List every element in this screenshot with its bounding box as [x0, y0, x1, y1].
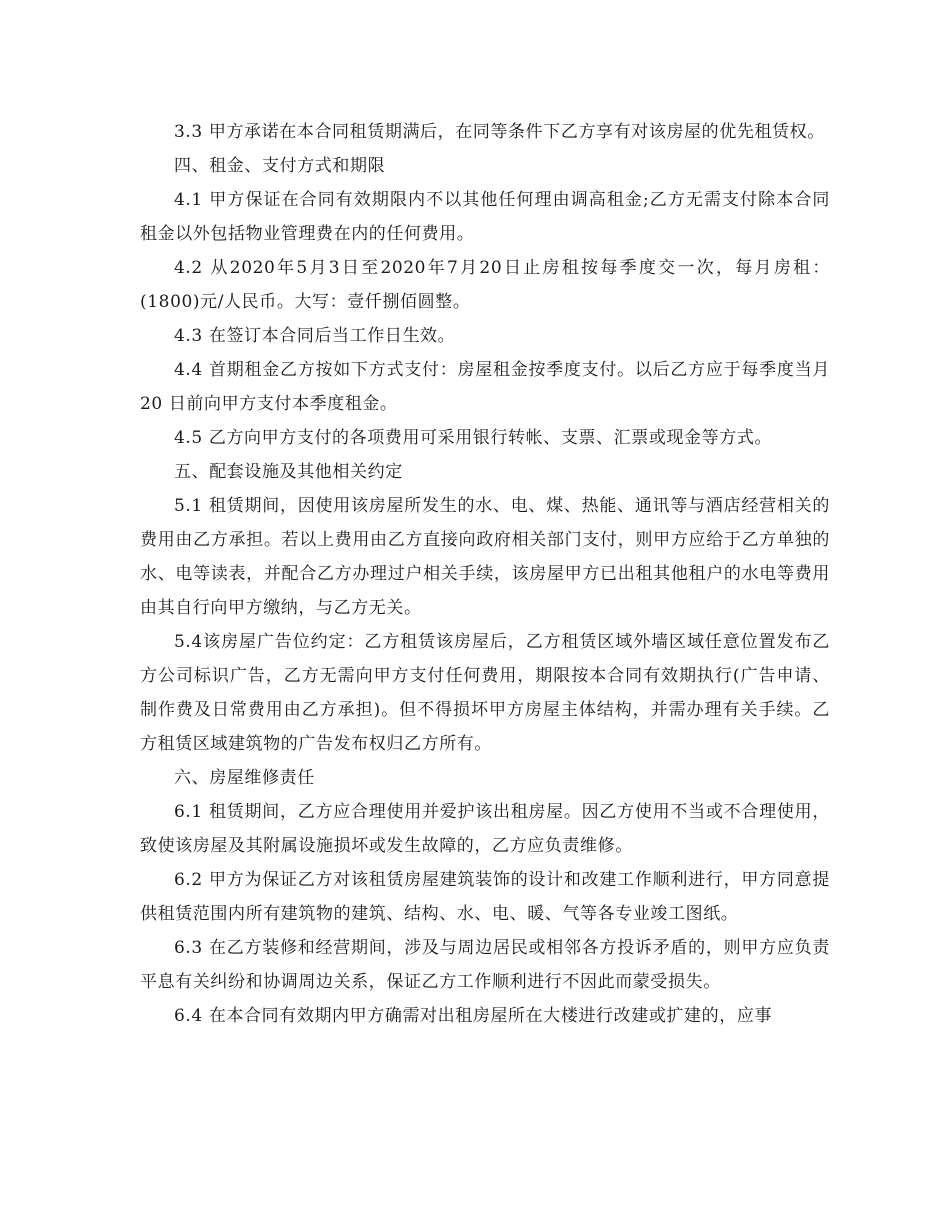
clause-4-4: 4.4 首期租金乙方按如下方式支付：房屋租金按季度支付。以后乙方应于每季度当月 20 日前向甲方支付本季度租金。 [140, 360, 830, 414]
clause-5-4: 5.4该房屋广告位约定：乙方租赁该房屋后，乙方租赁区域外墙区域任意位置发布乙方公司标识广告，乙方无需向甲方支付任何费用，期限按本合同有效期执行(广告申请、制作费及日常费用由乙方承担)。但不得损坏甲方房屋主体结构，并需办理有关手续。乙方租赁区域建筑物的广告发布权归乙方所有。 [140, 632, 830, 754]
clause-4-1: 4.1 甲方保证在合同有效期限内不以其他任何理由调高租金;乙方无需支付除本合同租金以外包括物业管理费在内的任何费用。 [140, 190, 830, 244]
clause-6-1: 6.1 租赁期间，乙方应合理使用并爱护该出租房屋。因乙方使用不当或不合理使用，致使该房屋及其附属设施损坏或发生故障的，乙方应负责维修。 [140, 802, 830, 856]
clause-6-4: 6.4 在本合同有效期内甲方确需对出租房屋所在大楼进行改建或扩建的，应事 [174, 1006, 773, 1026]
clause-4-2: 4.2 从2020年5月3日至2020年7月20日止房租按每季度交一次，每月房租：(1800)元/人民币。大写：壹仟捌佰圆整。 [140, 258, 830, 312]
clause-4-3: 4.3 在签订本合同后当工作日生效。 [174, 326, 456, 346]
section-heading-5: 五、配套设施及其他相关约定 [174, 462, 403, 482]
section-heading-4: 四、租金、支付方式和期限 [174, 156, 386, 176]
clause-5-1: 5.1 租赁期间，因使用该房屋所发生的水、电、煤、热能、通讯等与酒店经营相关的费用由乙方承担。若以上费用由乙方直接向政府相关部门支付，则甲方应给于乙方单独的水、电等读表，并配合乙方办理过户相关手续，该房屋甲方已出租其他租户的水电等费用由其自行向甲方缴纳，与乙方无关。 [140, 496, 830, 618]
clause-4-5: 4.5 乙方向甲方支付的各项费用可采用银行转帐、支票、汇票或现金等方式。 [174, 428, 773, 448]
clause-6-3: 6.3 在乙方装修和经营期间，涉及与周边居民或相邻各方投诉矛盾的，则甲方应负责平息有关纠纷和协调周边关系，保证乙方工作顺利进行不因此而蒙受损失。 [140, 938, 830, 992]
clause-6-2: 6.2 甲方为保证乙方对该租赁房屋建筑装饰的设计和改建工作顺利进行，甲方同意提供租赁范围内所有建筑物的建筑、结构、水、电、暖、气等各专业竣工图纸。 [140, 870, 830, 924]
document-body [140, 115, 830, 1033]
clause-3-3: 3.3 甲方承诺在本合同租赁期满后，在同等条件下乙方享有对该房屋的优先租赁权。 [174, 122, 825, 142]
section-heading-6: 六、房屋维修责任 [174, 768, 315, 788]
